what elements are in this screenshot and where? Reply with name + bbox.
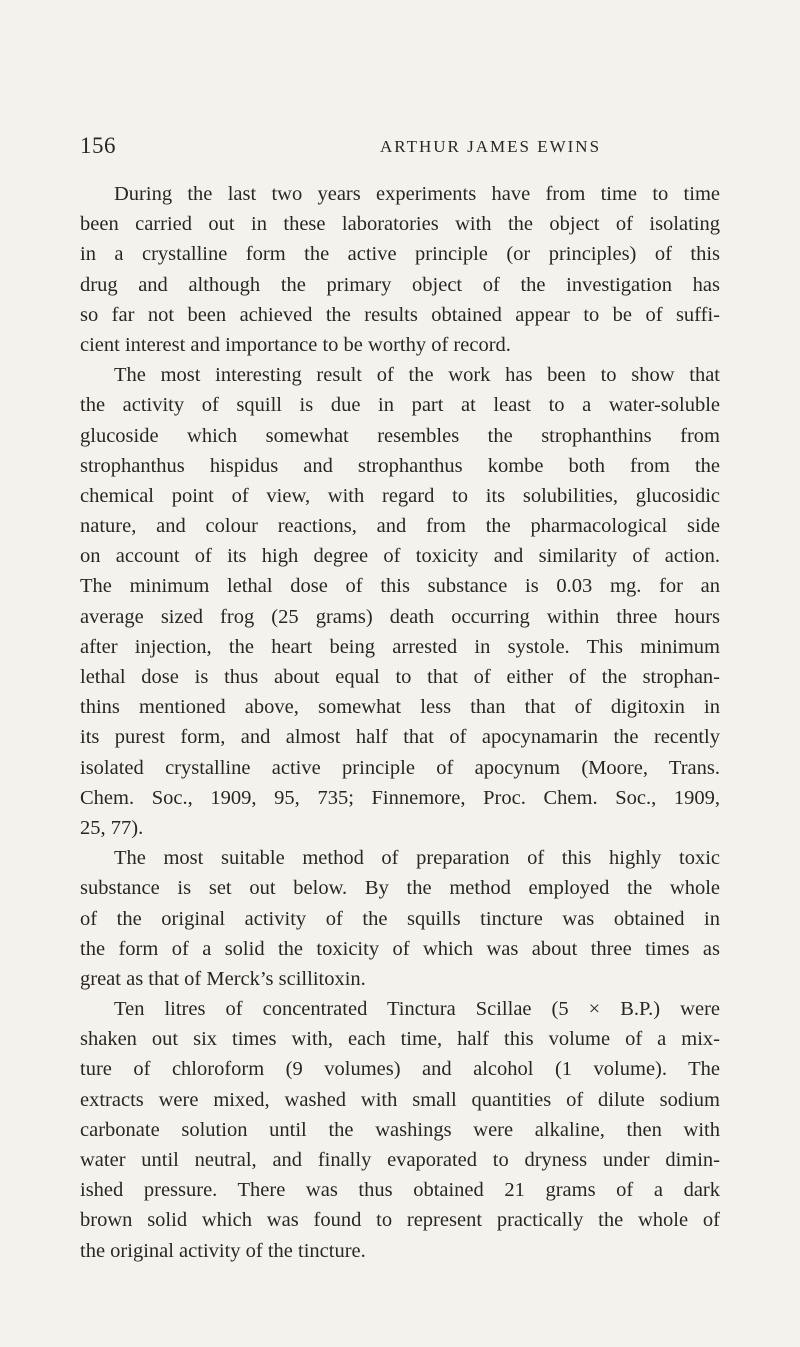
body-text [80, 179, 720, 1266]
text-line: drug and although the primary object of the investigation has [80, 273, 720, 296]
text-line: 25, 77). [80, 816, 144, 839]
text-line: Chem. Soc., 1909, 95, 735; Finnemore, Proc. Chem. Soc., 1909, [80, 786, 720, 809]
text-line: The minimum lethal dose of this substance is 0.03 mg. for an [80, 575, 720, 598]
text-line: the original activity of the tincture. [80, 1239, 366, 1262]
text-line: so far not been achieved the results obtained appear to be of suffi- [80, 303, 720, 326]
text-line: ture of chloroform (9 volumes) and alcohol (1 volume). The [80, 1058, 720, 1081]
running-head: ARTHUR JAMES EWINS [380, 137, 602, 156]
text-line: nature, and colour reactions, and from the pharmacological side [80, 515, 720, 538]
text-line: shaken out six times with, each time, half this volume of a mix- [80, 1028, 720, 1051]
paragraph [80, 994, 720, 1266]
text-line: The most interesting result of the work has been to show that [114, 364, 720, 387]
text-line: been carried out in these laboratories with the object of isolating [80, 213, 720, 236]
text-line: of the original activity of the squills tincture was obtained in [80, 907, 720, 930]
text-line: Ten litres of concentrated Tinctura Scillae (5 × B.P.) were [114, 998, 720, 1021]
text-line: lethal dose is thus about equal to that of either of the strophan- [80, 666, 720, 688]
text-line: chemical point of view, with regard to its solubilities, glucosidic [80, 484, 720, 507]
text-line: water until neutral, and finally evaporated to dryness under dimin- [80, 1149, 720, 1171]
text-line: in a crystalline form the active principle (or principles) of this [80, 243, 720, 266]
text-line: after injection, the heart being arrested in systole. This minimum [80, 635, 720, 658]
text-line: isolated crystalline active principle of apocynum (Moore, Trans. [80, 756, 720, 779]
text-line: the activity of squill is due in part at least to a water-soluble [80, 394, 720, 417]
text-line: its purest form, and almost half that of apocynamarin the recently [80, 726, 720, 749]
text-line: average sized frog (25 grams) death occurring within three hours [80, 605, 720, 628]
text-line: glucoside which somewhat resembles the strophanthins from [80, 424, 720, 447]
text-line: carbonate solution until the washings were alkaline, then with [80, 1118, 720, 1141]
page-header [80, 133, 720, 165]
paragraph [80, 179, 720, 360]
text-line: on account of its high degree of toxicity and similarity of action. [80, 545, 720, 568]
text-line: thins mentioned above, somewhat less than that of digitoxin in [80, 696, 720, 719]
text-line: the form of a solid the toxicity of which was about three times as [80, 937, 720, 960]
paragraph [80, 360, 720, 843]
text-line: extracts were mixed, washed with small quantities of dilute sodium [80, 1088, 720, 1111]
text-line: great as that of Merck’s scillitoxin. [80, 967, 366, 990]
text-line: strophanthus hispidus and strophanthus kombe both from the [80, 454, 720, 477]
text-line: substance is set out below. By the method employed the whole [80, 877, 720, 900]
text-line: The most suitable method of preparation of this highly toxic [114, 847, 720, 870]
paragraph [80, 843, 720, 994]
text-line: brown solid which was found to represent practically the whole of [80, 1209, 720, 1232]
text-line: During the last two years experiments have from time to time [114, 183, 720, 205]
text-line: cient interest and importance to be worthy of record. [80, 333, 511, 356]
page-number: 156 [80, 133, 116, 158]
text-line: ished pressure. There was thus obtained 21 grams of a dark [80, 1179, 720, 1202]
